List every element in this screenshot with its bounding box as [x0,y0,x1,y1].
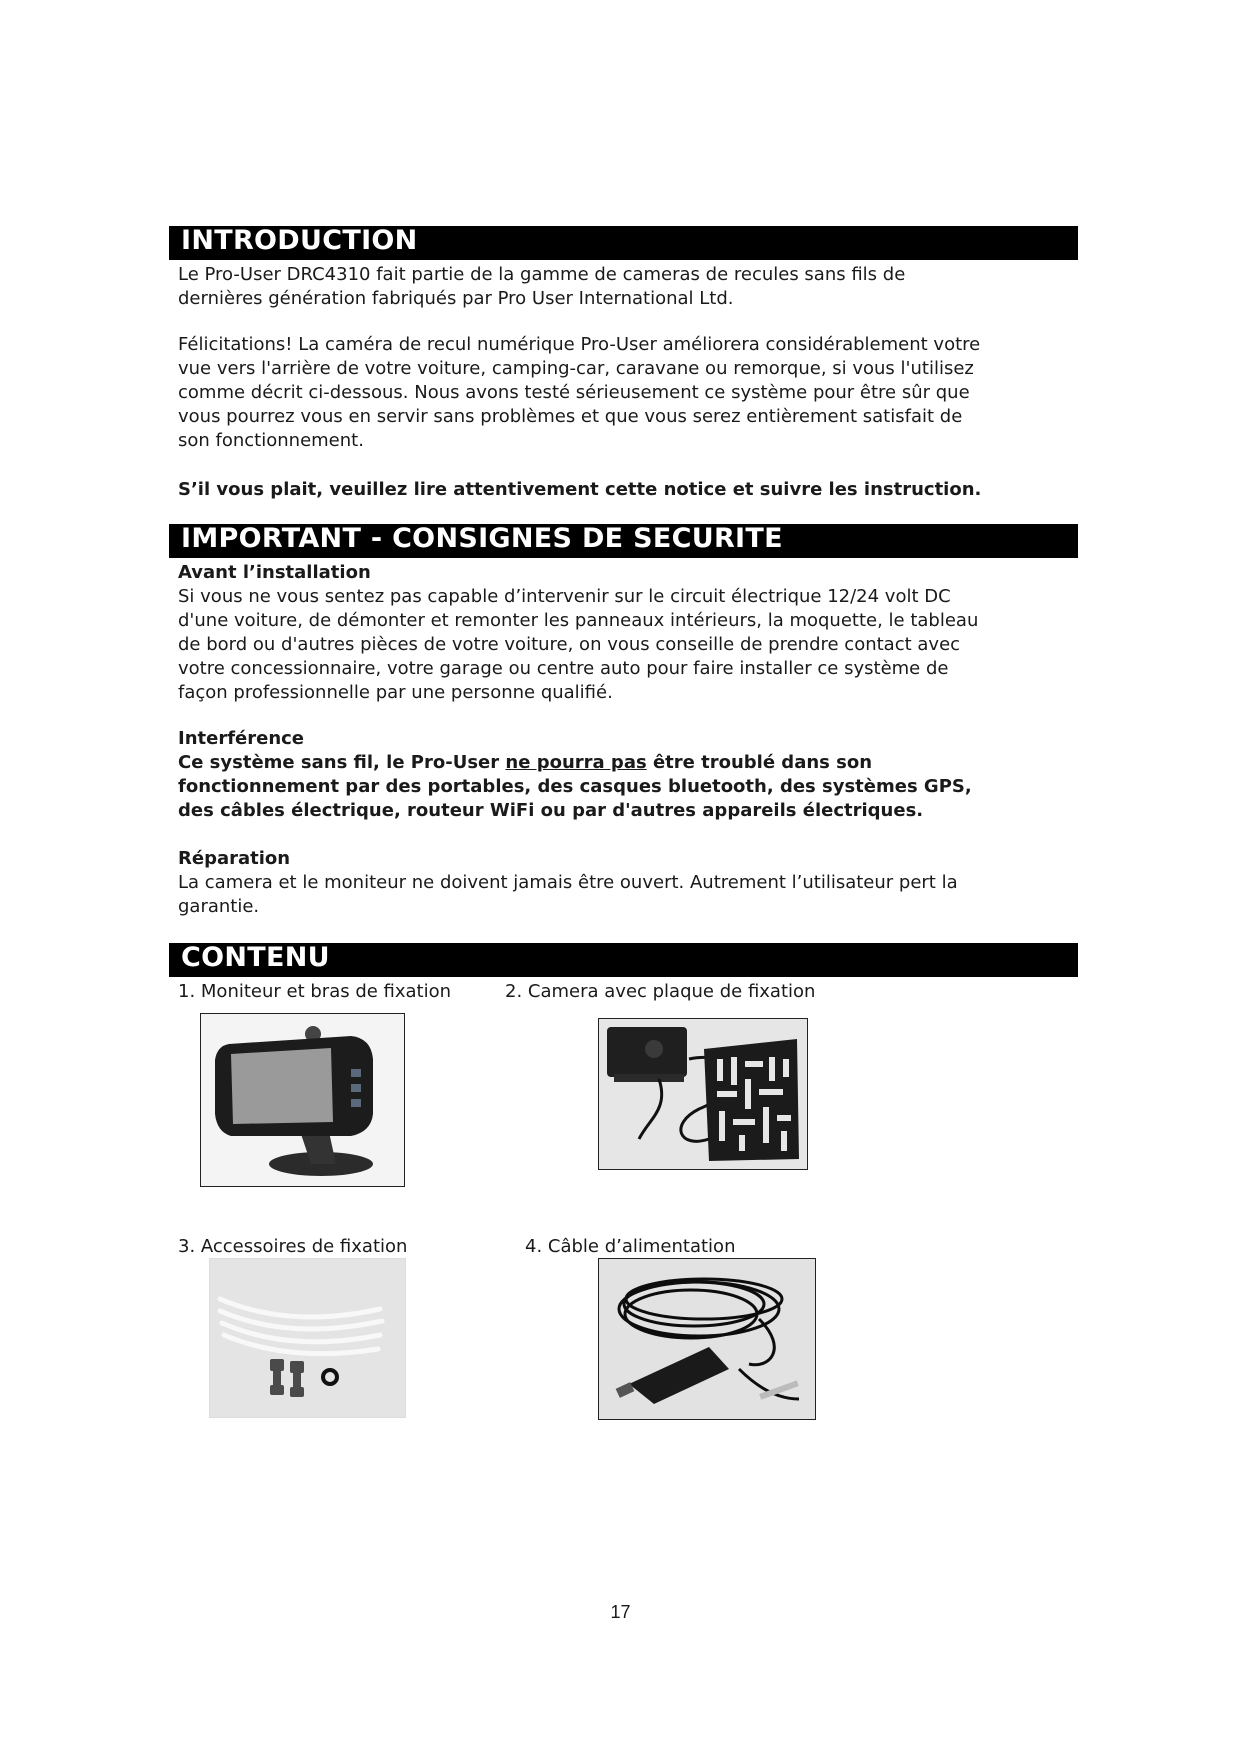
repair-block: Réparation La camera et le moniteur ne doivent jamais être ouvert. Autrement l’utilisateur pert la garantie. [178,847,1078,919]
section-title: INTRODUCTION [181,225,418,256]
section-header-safety [165,524,1078,558]
power-cable-icon [599,1259,815,1419]
section-title: CONTENU [181,942,330,973]
intro-notice: S’il vous plait, veuillez lire attentivement cette notice et suivre les instruction. [178,479,982,500]
section-header-contents [165,943,1078,977]
camera-icon [599,1019,807,1169]
interference-title: Interférence [178,728,305,749]
repair-title: Réparation [178,848,291,869]
section-header-introduction [165,226,1078,260]
section-title: IMPORTANT - CONSIGNES DE SECURITE [181,523,783,554]
camera-photo [598,1018,808,1170]
install-title: Avant l’installation [178,562,371,583]
monitor-icon [201,1014,404,1186]
intro-paragraph-1: Le Pro-User DRC4310 fait partie de la gamme de cameras de recules sans fils de dernières génération fabriqués par Pro User International Ltd. [178,264,906,309]
content-item-1: 1. Moniteur et bras de fixation [178,981,452,1002]
content-item-3: 3. Accessoires de fixation [178,1236,408,1257]
content-item-2: 2. Camera avec plaque de fixation [505,981,816,1002]
power-cable-photo [598,1258,816,1420]
accessories-icon [210,1259,405,1417]
monitor-photo [200,1013,405,1187]
accessories-photo [209,1258,406,1418]
content-item-4: 4. Câble d’alimentation [525,1236,736,1257]
intro-paragraph-2: Félicitations! La caméra de recul numérique Pro-User améliorera considérablement votre vue vers l'arrière de votre voiture, camping-car, caravane ou remorque, si vous l'utilisez comme décrit ci-dessous. Nous avons testé sérieusement ce système pour être sûr que vous pourrez vous en servir sans problèmes et que vous serez entièrement satisfait de son fonctionnement. [178,334,981,451]
install-block: Avant l’installation Si vous ne vous sentez pas capable d’intervenir sur le circuit électrique 12/24 volt DC d'une voiture, de démonter et remonter les panneaux intérieurs, la moquette, le tableau de bord ou d'autres pièces de votre voiture, on vous conseille de prendre contact avec votre concessionnaire, votre garage ou centre auto pour faire installer ce système de façon professionnelle par une personne qualifié. [178,561,1078,705]
interference-block: Interférence Ce système sans fil, le Pro-User ne pourra pas être troublé dans son fonctionnement par des portables, des casques bluetooth, des systèmes GPS, des câbles électrique, routeur WiFi ou par d'autres appareils électriques. [178,727,1078,823]
page-number: 17 [610,1602,631,1622]
